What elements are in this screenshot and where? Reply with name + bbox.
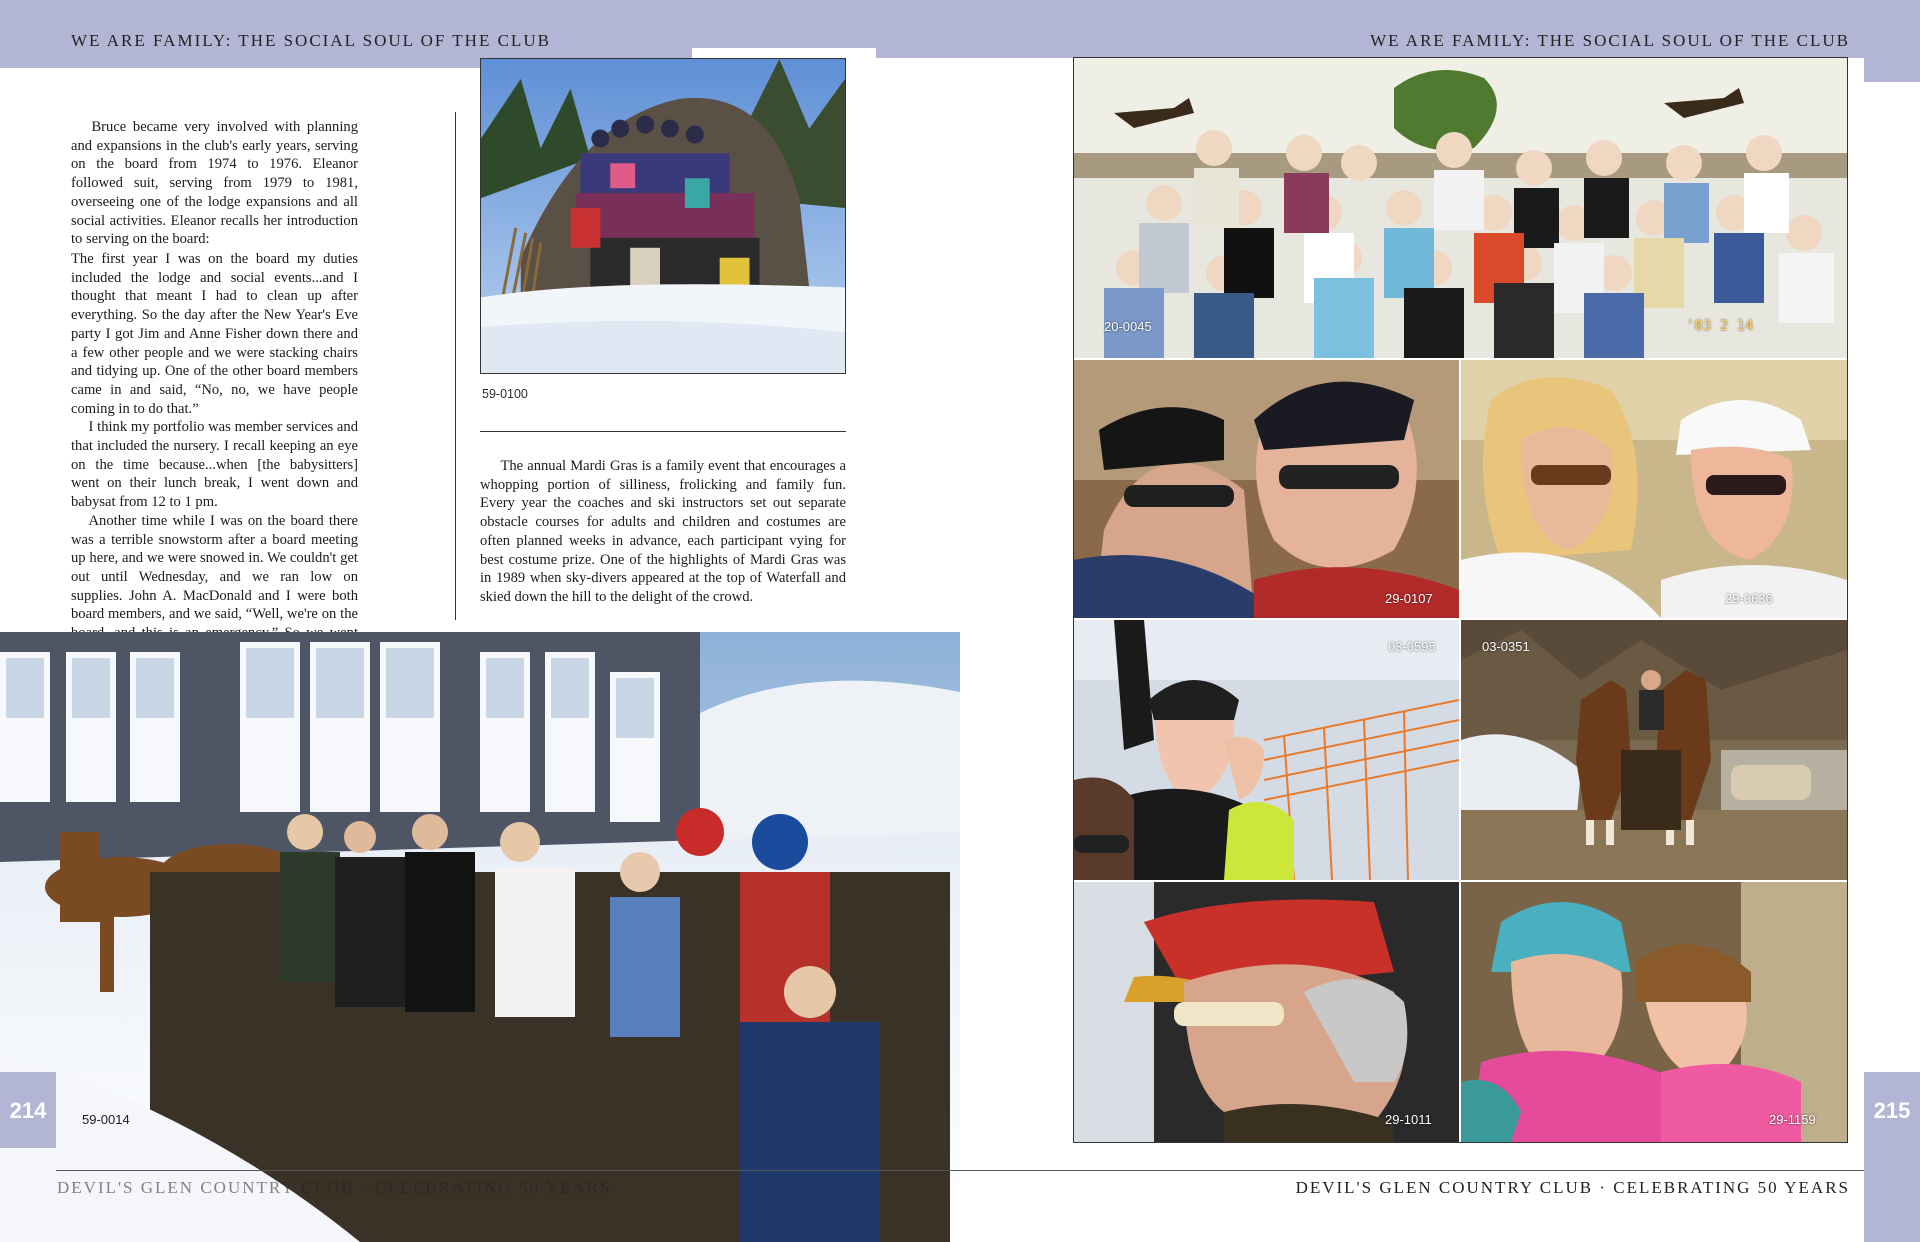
sleigh-ride-photo: [0, 632, 960, 1242]
ladies-group-photo-caption: 20-0045: [1104, 319, 1152, 334]
man-red-hat-photo: [1074, 882, 1459, 1142]
horse-wagon-photo-caption: 03-0351: [1482, 639, 1530, 654]
boy-cheering-photo: [1074, 620, 1459, 880]
eleanor-quote: [71, 250, 358, 680]
mardi-gras-paragraph: [480, 457, 846, 607]
quote-paragraph-1: The first year I was on the board my duties included the lodge and social events...and I thought that meant I had to clean up after everything. So the day after the New Year's Eve party I got Jim and Anne Fisher down there and a few other people and we were stacking chairs and tidying up. One of the other board members came in and said, “No, no, we have people coming in to do that.”: [71, 251, 358, 417]
mother-daughter-photo: [1461, 882, 1847, 1142]
mardi-gras-text: The annual Mardi Gras is a family event that encourages a whopping portion of silliness, frolicking and family fun. Every year the coaches and ski instructors set out separate obstacle courses for adults and children and costumes are often planned weeks in advance, each participant vying for best costume prize. One of the highlights of Mardi Gras was in 1989 when sky-divers appeared at the top of Waterfall and skied down the hill to the delight of the crowd.: [480, 458, 846, 605]
gutter-header-band: [692, 0, 876, 48]
intro-paragraph: [71, 118, 358, 249]
mardi-gras-rule: [480, 431, 846, 432]
horse-wagon-photo: [1461, 620, 1847, 880]
left-footer-rule: [56, 1170, 960, 1171]
sleigh-ride-photo-caption: 59-0014: [82, 1112, 130, 1127]
ski-group-photo: [480, 58, 846, 374]
two-men-photo: [1074, 360, 1459, 618]
right-page-number: 215: [1873, 1098, 1911, 1123]
mother-daughter-photo-caption: 29-1159: [1769, 1112, 1816, 1127]
quote-paragraph-3: Another time while I was on the board there was a terrible snowstorm after a board meeting up here, and we were snowed in. We couldn't get out until Wednesday, and we ran low on supplies. John A. MacDonald and I were both board members, and we said, “Well, we're on the: [71, 512, 358, 623]
two-women-photo-caption: 29-0636: [1725, 591, 1773, 606]
man-red-hat-photo-caption: 29-1011: [1385, 1112, 1432, 1127]
left-footer: DEVIL'S GLEN COUNTRY CLUB · CELEBRATING 50 YEARS: [57, 1178, 612, 1197]
two-women-photo: [1461, 360, 1847, 618]
left-running-head: WE ARE FAMILY: THE SOCIAL SOUL OF THE CLUB: [71, 31, 551, 50]
ladies-group-photo: [1074, 58, 1847, 358]
intro-paragraph-text: Bruce became very involved with planning and expansions in the club's early years, serving on the board from 1974 to 1976. Eleanor followed suit, serving from 1979 to 1981, overseeing one of the lodge expansions and all social activities. Eleanor recalls her introduction to serving on the board:: [71, 119, 358, 248]
right-footer-rule: [960, 1170, 1864, 1171]
right-footer: DEVIL'S GLEN COUNTRY CLUB · CELEBRATING 50 YEARS: [1295, 1178, 1850, 1197]
quote-paragraph-2: I think my portfolio was member services and that included the nursery. I recall keeping an eye on the time because...when [the babysitters] went on their lunch break, I went down and babysat from 12 to 1 pm.: [71, 419, 358, 511]
left-page-number: 214: [9, 1098, 47, 1123]
ladies-group-date-stamp: '03 2 14: [1686, 318, 1754, 334]
two-men-photo-caption: 29-0107: [1385, 591, 1433, 606]
column-divider: [455, 112, 456, 620]
right-running-head: WE ARE FAMILY: THE SOCIAL SOUL OF THE CLUB: [1370, 31, 1850, 50]
boy-cheering-photo-caption: 03-0595: [1388, 639, 1436, 654]
ski-group-photo-caption: 59-0100: [482, 387, 528, 401]
